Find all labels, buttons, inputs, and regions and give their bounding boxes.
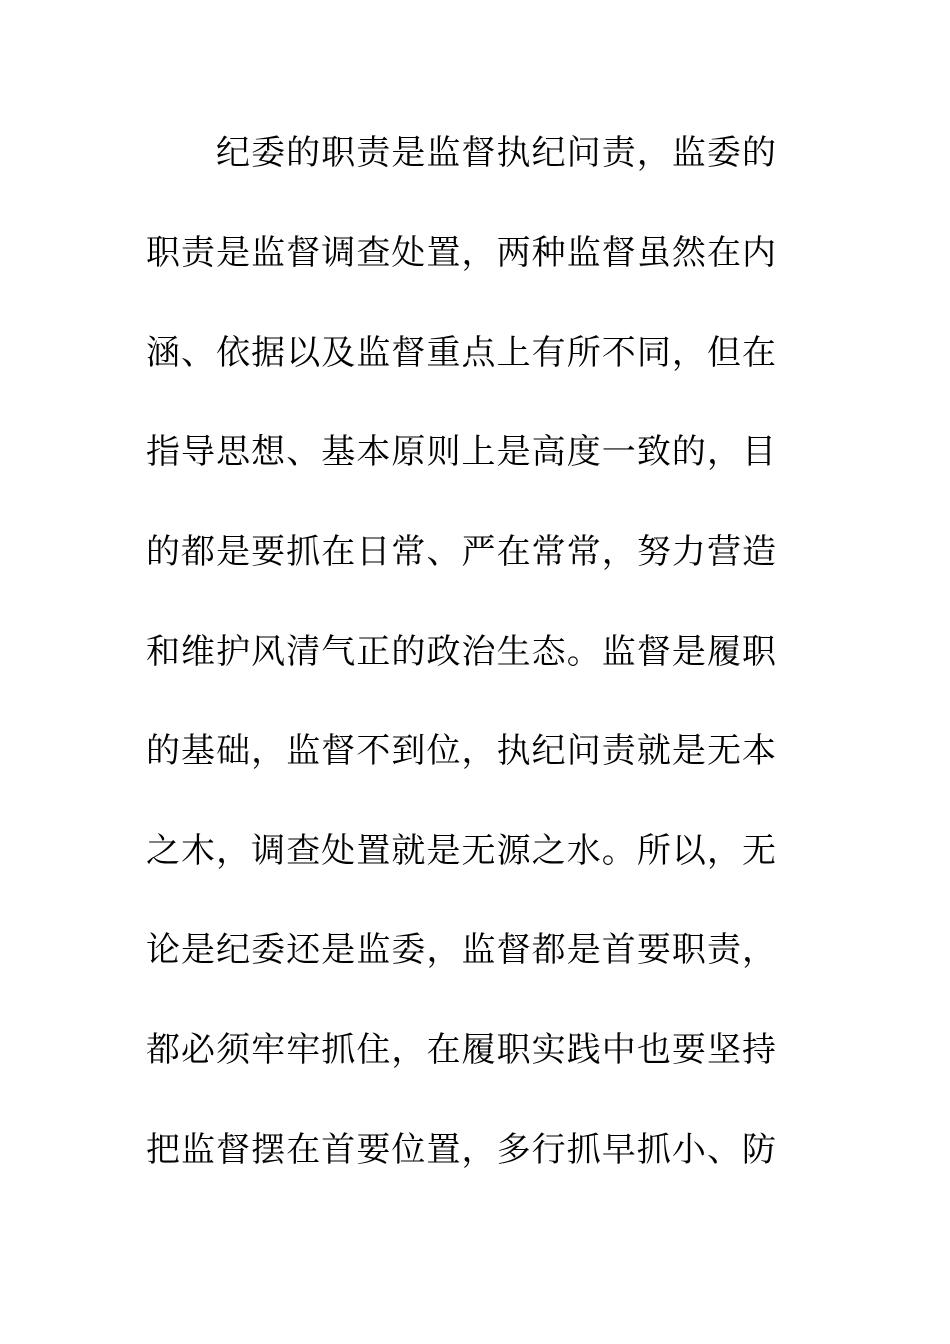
text-line: 都必须牢牢抓住，在履职实践中也要坚持: [146, 1030, 776, 1070]
text-line: 涵、依据以及监督重点上有所不同，但在: [146, 333, 776, 373]
text-line: 和维护风清气正的政治生态。监督是履职: [146, 632, 776, 672]
text-line: 的都是要抓在日常、严在常常，努力营造: [146, 532, 776, 572]
text-line: 之木，调查处置就是无源之水。所以，无: [146, 831, 776, 871]
text-line: 纪委的职责是监督执纪问责，监委的: [216, 133, 776, 173]
text-line: 指导思想、基本原则上是高度一致的，目: [146, 432, 776, 472]
text-line: 的基础，监督不到位，执纪问责就是无本: [146, 731, 776, 771]
text-line: 把监督摆在首要位置，多行抓早抓小、防: [146, 1130, 776, 1170]
text-line: 职责是监督调查处置，两种监督虽然在内: [146, 233, 776, 273]
text-line: 论是纪委还是监委，监督都是首要职责，: [146, 930, 776, 970]
